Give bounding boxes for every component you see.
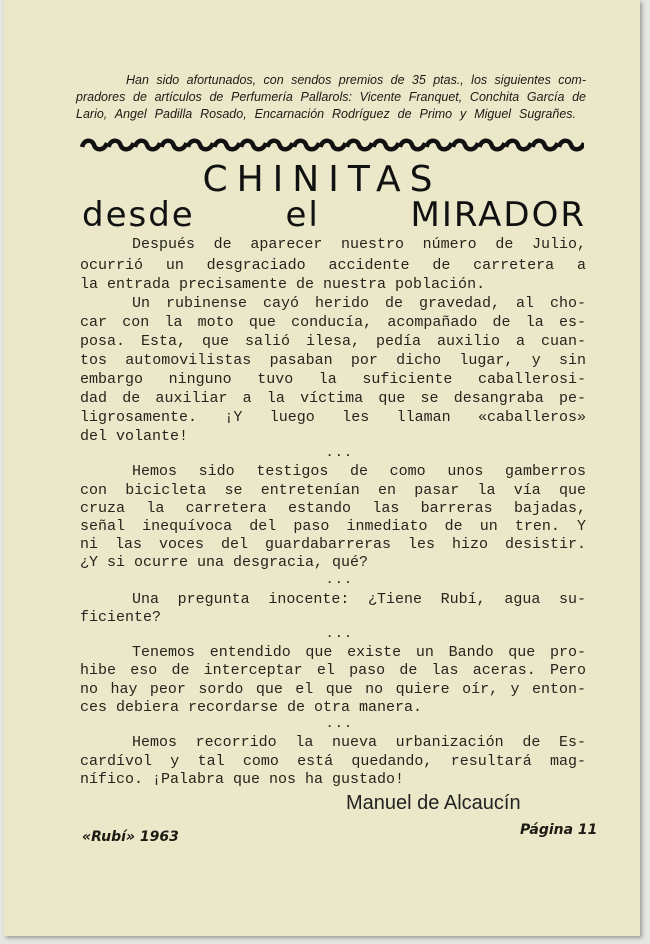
header-line: Lario, Angel Padilla Rosado, Encarnación Rodríguez de Primo y Miguel Sugrañes. [76,107,576,121]
article-line: con bicicleta se entretenían en pasar la vía que [80,482,586,499]
article-line: dad de auxiliar a la víctima que se desangraba pe- [80,390,586,407]
section-separator: ... [326,573,354,587]
article-line: señal inequívoca del paso inmediato de un tren. Y [80,518,586,535]
article-line: nífico. ¡Palabra que nos ha gustado! [80,771,405,788]
section-separator: ... [326,717,354,731]
section-separator: ... [326,446,354,460]
article-line: Un rubinense cayó herido de gravedad, al cho- [132,295,586,312]
section-separator: ... [326,627,354,641]
ornamental-divider [80,136,584,154]
article-line: embargo ninguno tuvo la suficiente caballerosi- [80,371,586,388]
signature: Manuel de Alcaucín [346,792,521,814]
ornament-loop [480,141,505,150]
ornament-loop [427,141,452,150]
article-line: Hemos recorrido la nueva urbanización de Es- [132,734,586,751]
article-line: Tenemos entendido que existe un Bando que pro- [132,644,586,661]
article-line: Hemos sido testigos de como unos gamberros [132,463,586,480]
article-line: Después de aparecer nuestro número de Julio, [132,236,586,253]
ornament-loop [215,141,240,150]
ornament-loop [374,141,399,150]
ornament-loop [82,141,107,150]
title-line-2: desde el MIRADOR [82,195,586,235]
footer-publication: «Rubí» 1963 [82,829,179,845]
article-line: ¿Y si ocurre una desgracia, qué? [80,554,369,571]
ornament-loop [294,141,319,150]
ornament-loop [400,141,425,150]
article-line: del volante! [80,428,189,445]
ornament-loop [109,141,134,150]
article-line: ni las voces del guardabarreras les hizo desistir. [80,536,586,553]
ornament-loop [188,141,213,150]
article-line: ces debiera recordarse de otra manera. [80,699,423,716]
ornament-loop [268,141,293,150]
magazine-page [4,0,640,936]
ornament-loop [453,141,478,150]
article-line: Una pregunta inocente: ¿Tiene Rubí, agua su- [132,591,586,608]
article-line: ficiente? [80,609,162,626]
article-line: no hay peor sordo que el que no quiere oír, y enton- [80,681,586,698]
ornament-loop [241,141,266,150]
article-line: car con la moto que conducía, acompañado de la es- [80,314,586,331]
ornament-loop [506,141,531,150]
ornament-loop [321,141,346,150]
header-line: pradores de artículos de Perfumería Pallarols: Vicente Franquet, Conchita García de [76,90,586,104]
header-line: Han sido afortunados, con sendos premios de 35 ptas., los siguientes com- [126,73,586,87]
article-line: hibe eso de interceptar el paso de las aceras. Pero [80,662,586,679]
footer-page-number: Página 11 [520,822,598,838]
article-line: cruza la carretera estando las barreras bajadas, [80,500,586,517]
ornament-loop [533,141,558,150]
article-line: cardívol y tal como está quedando, resultará mag- [80,753,586,770]
ornament-loop [347,141,372,150]
ornament-loop [559,141,584,150]
article-line: ocurrió un desgraciado accidente de carretera a [80,257,586,274]
article-line: tos automovilistas pasaban por dicho lugar, y sin [80,352,586,369]
ornament-loop [162,141,187,150]
article-line: posa. Esta, que salió ilesa, pedía auxilio a cuan- [80,333,586,350]
article-line: ligrosamente. ¡Y luego les llaman «caballeros» [80,409,586,426]
ornament-loop [135,141,160,150]
title-line-1: CHINITAS [202,159,442,200]
article-line: la entrada precisamente de nuestra población. [80,276,486,293]
